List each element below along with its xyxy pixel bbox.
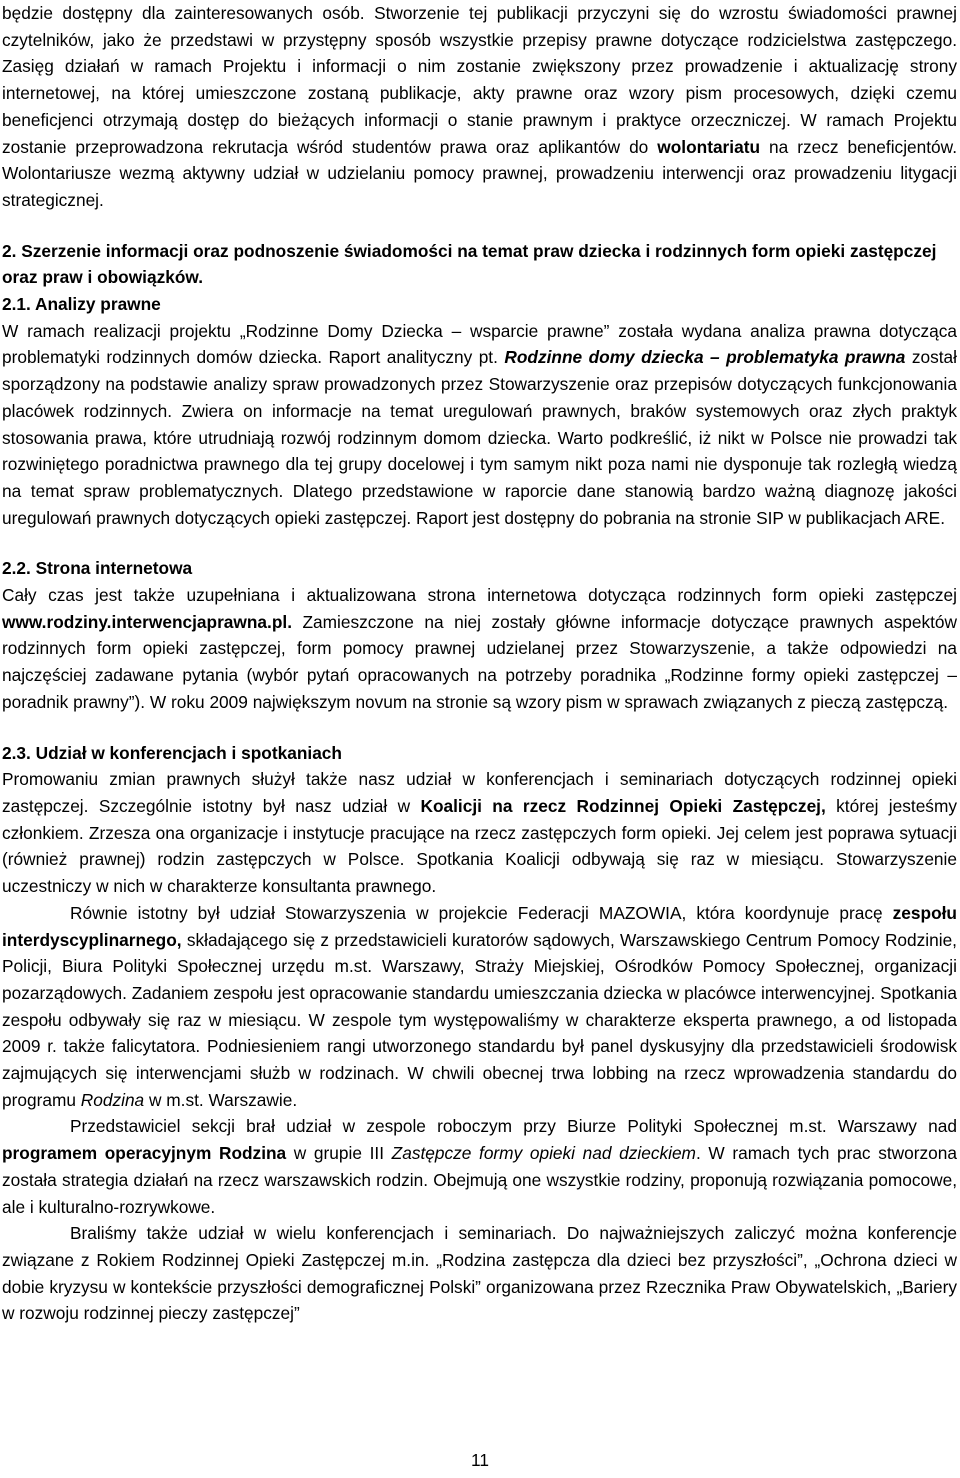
group-italic: Zastępcze formy opieki nad dzieckiem: [391, 1143, 696, 1164]
website-link[interactable]: www.rodziny.interwencjaprawna.pl.: [2, 611, 292, 632]
volunteering-bold: wolontariatu: [657, 136, 761, 157]
team-bold: zespołu interdyscyplinarnego,: [2, 902, 957, 950]
coalition-bold: Koalicji na rzecz Rodzinnej Opieki Zastępczej,: [420, 795, 826, 816]
page-number: 11: [471, 1450, 489, 1470]
operational-program-bold: programem operacyjnym Rodzina: [2, 1143, 287, 1164]
section-2-3-paragraph-4: Braliśmy także udział w wielu konferencjach i seminariach. Do najważniejszych zaliczyć można konferencje związane z Rokiem Rodzinnej Opieki Zastępczej m.in. „Rodzina zastępcza dla dzieci bez przyszłości”, „Ochrona dzieci w dobie kryzysu w kontekście przyszłości demograficznej Polski” organizowana przez Rzecznika Praw Obywatelskich, „Bariery w rozwoju rodzinnej pieczy zastępczej”: [2, 1223, 957, 1324]
section-2-3-paragraph-3: Przedstawiciel sekcji brał udział w zespole roboczym przy Biurze Polityki Społecznej m.st. Warszawy nad programem operacyjnym Rodzina w grupie III Zastępcze formy opieki nad dzieckiem. W ramach tych prac stworzona została strategia działań na rzecz warszawskich rodzin. Obejmują one wszystkie rodziny, proponują rozwiązania pomocowe, ale i kulturalno-rozrywkowe.: [2, 1116, 957, 1217]
section-2-3-heading: 2.3. Udział w konferencjach i spotkaniach: [2, 742, 342, 763]
section-2-3-paragraph-2: Równie istotny był udział Stowarzyszenia w projekcie Federacji MAZOWIA, która koordynuje pracę zespołu interdyscyplinarnego, składającego się z przedstawicieli kuratorów sądowych, Warszawskiego Centrum Pomocy Rodzinie, Policji, Biura Polityki Społecznej urzędu m.st. Warszawy, Straży Miejskiej, Ośrodków Pomocy Społecznej, organizacji pozarządowych. Zadaniem zespołu jest opracowanie standardu umieszczania dziecka w placówce interwencyjnej. Spotkania zespołu odbywały się raz w miesiącu. W zespole tym występowaliśmy w charakterze eksperta prawnego, a od listopada 2009 r. także falicytatora. Podniesieniem rangi utworzonego standardu był panel dyskusyjny dla przedstawicieli środowisk zajmujących się interwencjami służb w rodzinach. W chwili obecnej trwa lobbing na rzecz wprowadzenia standardu do programu Rodzina w m.st. Warszawie.: [2, 902, 957, 1110]
section-2-1-paragraph: W ramach realizacji projektu „Rodzinne Domy Dziecka – wsparcie prawne” została wydana analiza prawna dotycząca problematyki rodzinnych domów dziecka. Raport analityczny pt. Rodzinne domy dziecka – problematyka prawna został sporządzony na podstawie analizy spraw prowadzonych przez Stowarzyszenie oraz przepisów dotyczących funkcjonowania placówek rodzinnych. Zwiera on informacje na temat uregulowań prawnych, braków systemowych oraz złych praktyk stosowania prawa, które utrudniają rozwój rodzinnym domom dziecka. Warto podkreślić, iż nikt w Polsce nie prowadzi tak rozwiniętego poradnictwa prawnego dla tej grupy docelowej i tym samym nikt poza nami nie dysponuje tak rozległą wiedzą na temat spraw problematycznych. Dlatego przedstawione w raporcie dane stanowią bardzo ważną diagnozę jakości uregulowań prawnych dotyczących opieki zastępczej. Raport jest dostępny do pobrania na stronie SIP w publikacjach ARE.: [2, 320, 958, 528]
section-2-2-paragraph: Cały czas jest także uzupełniana i aktualizowana strona internetowa dotycząca rodzinnych form opieki zastępczej www.rodziny.interwencjaprawna.pl. Zamieszczone na niej zostały główne informacje dotyczące prawnych aspektów rodzinnych form opieki zastępczej, form pomocy prawnej udzielanej przez Stowarzyszenie, a także odpowiedzi na najczęściej zadawane pytania (wybór pytań opracowanych na potrzeby poradnika „Rodzinne formy opieki zastępczej – poradnik prawny”). W roku 2009 największym novum na stronie są wzory pism w sprawach związanych z pieczą zastępczą.: [2, 585, 957, 712]
program-italic: Rodzina: [80, 1089, 145, 1110]
report-title: Rodzinne domy dziecka – problematyka prawna: [504, 347, 906, 368]
document-page: [2, 0, 957, 1327]
section-2-3-paragraph-1: Promowaniu zmian prawnych służył także nasz udział w konferencjach i seminariach dotyczących rodzinnej opieki zastępczej. Szczególnie istotny był nasz udział w Koalicji na rzecz Rodzinnej Opieki Zastępczej, której jesteśmy członkiem. Zrzesza ona organizacje i instytucje pracujące na rzecz zastępczych form opieki. Jej celem jest poprawa sytuacji (również prawnej) rodzin zastępczych w Polsce. Spotkania Koalicji odbywają się raz w miesiącu. Stowarzyszenie uczestniczy w nich w charakterze konsultanta prawnego.: [2, 769, 957, 897]
section-2-heading: 2. Szerzenie informacji oraz podnoszenie świadomości na temat praw dziecka i rodzinnych form opieki zastępczej oraz praw i obowiązków.: [2, 240, 937, 288]
section-2-2-heading: 2.2. Strona internetowa: [2, 558, 193, 579]
intro-paragraph: będzie dostępny dla zainteresowanych osób. Stworzenie tej publikacji przyczyni się do wzrostu świadomości prawnej czytelników, jako że przedstawi w przystępny sposób wszystkie przepisy prawne dotyczące rodzicielstwa zastępczego. Zasięg działań w ramach Projektu i informacji o nim zostanie zwiększony przez prowadzenie i aktualizację strony internetowej, na której umieszczone zostaną publikacje, akty prawne oraz wzory pism procesowych, dzięki czemu beneficjenci otrzymają dostęp do bieżących informacji o stanie prawnym i praktyce orzeczniczej. W ramach Projektu zostanie przeprowadzona rekrutacja wśród studentów prawa oraz aplikantów do wolontariatu na rzecz beneficjentów. Wolontariusze wezmą aktywny udział w udzielaniu pomocy prawnej, prowadzeniu interwencji oraz prowadzeniu litygacji strategicznej.: [2, 3, 957, 210]
section-2-1-heading: 2.1. Analizy prawne: [2, 294, 161, 315]
